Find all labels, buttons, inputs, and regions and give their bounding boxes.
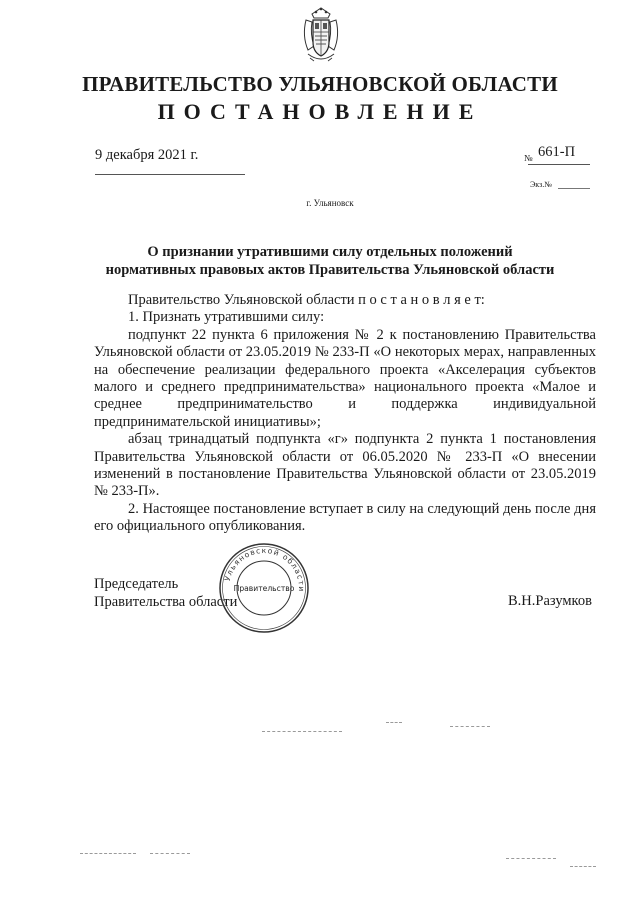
organization-title: ПРАВИТЕЛЬСТВО УЛЬЯНОВСКОЙ ОБЛАСТИ [82, 72, 558, 96]
body-paragraph-2: подпункт 22 пункта 6 приложения № 2 к постановлению Правительства Ульяновской области от 23.05.2019 № 233-П «О некоторых мерах, направленных на обеспечение реализации федерального проекта «Акселерация субъектов малого и среднего предпринимательства» национального проекта «Малое и среднее предпринимательство и поддержка индивидуальной предпринимательской инициативы»; [94, 326, 596, 430]
signatory-title-line-2: Правительства области [94, 594, 238, 610]
document-number: 661-П [538, 144, 576, 160]
number-label: № [524, 153, 533, 163]
document-body [94, 292, 596, 536]
scan-mark [450, 726, 490, 727]
seal-ring-text: Ульяновской области [222, 545, 307, 593]
copy-number-label: Экз.№ [530, 180, 552, 189]
scan-mark [570, 866, 596, 867]
scan-mark [80, 853, 136, 854]
scan-mark [386, 722, 402, 723]
scan-mark [506, 858, 556, 859]
document-heading [80, 243, 580, 279]
copy-number-line [558, 188, 590, 189]
coat-of-arms-icon [300, 6, 342, 66]
date-underline [95, 174, 245, 175]
signatory-title-line-1: Председатель [94, 576, 179, 592]
scan-mark [150, 853, 190, 854]
signatory-title [94, 575, 237, 611]
seal-center-text: Правительство [233, 584, 295, 593]
document-date: 9 декабря 2021 г. [95, 147, 199, 163]
body-paragraph-1: 1. Признать утратившими силу: [128, 309, 325, 326]
body-intro: Правительство Ульяновской области п о с т а н о в л я е т: [128, 292, 485, 308]
scan-mark [262, 731, 342, 732]
official-seal [218, 542, 310, 634]
heading-line-1: О признании утратившими силу отдельных положений [147, 244, 513, 260]
body-paragraph-3: абзац тринадцатый подпункта «г» подпункта 2 пункта 1 постановления Правительства Ульяновской области от 06.05.2020 № 233-П «О внесении изменений в постановление Правительства Ульяновской области от 23.05.2019 № 233-П». [94, 431, 596, 500]
number-underline [528, 164, 590, 165]
city: г. Ульяновск [306, 198, 354, 208]
heading-line-2: нормативных правовых актов Правительства Ульяновской области [105, 262, 555, 278]
signatory-name: В.Н.Разумков [508, 593, 592, 609]
document-type: ПОСТАНОВЛЕНИЕ [157, 99, 483, 124]
body-paragraph-4: 2. Настоящее постановление вступает в силу на следующий день после дня его официального опубликования. [94, 500, 596, 535]
